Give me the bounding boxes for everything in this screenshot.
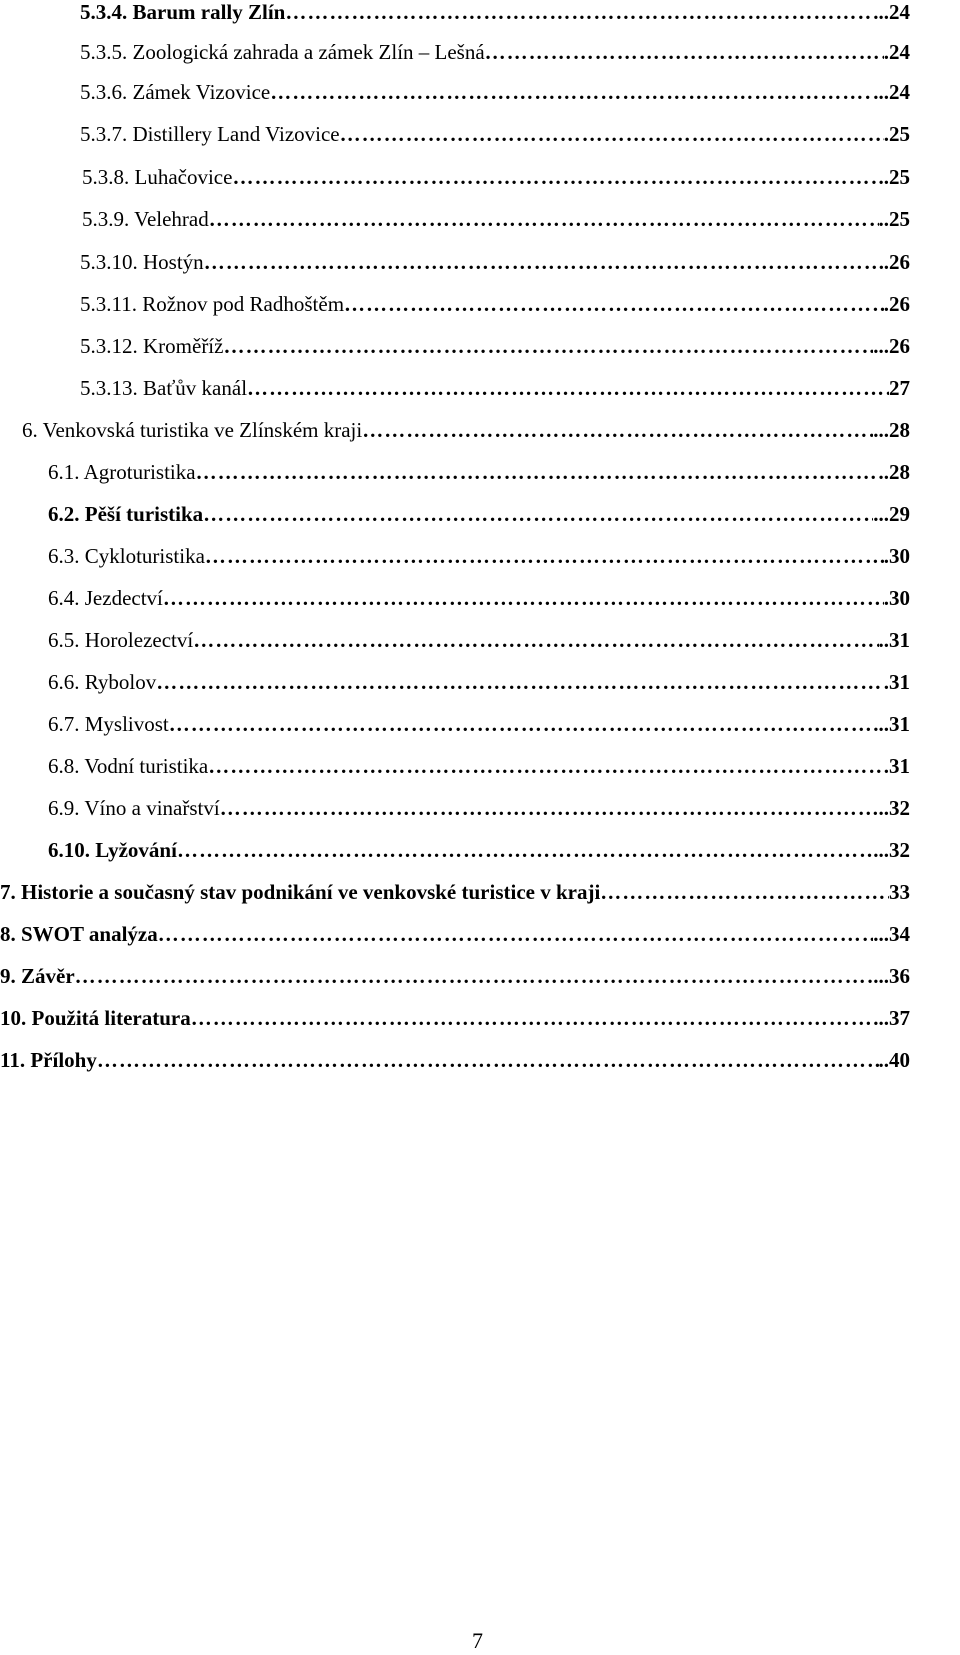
toc-entry-page: 31 bbox=[889, 712, 910, 736]
toc-entry-trail: . bbox=[883, 40, 889, 64]
toc-entry-page: 29 bbox=[889, 502, 910, 526]
toc-entry-page: 33 bbox=[889, 880, 910, 904]
toc-entry-page: 31 bbox=[889, 670, 910, 694]
toc-entry-trail: .. bbox=[878, 1048, 889, 1072]
toc-entry[interactable] bbox=[48, 460, 910, 500]
toc-entry-page: 24 bbox=[889, 0, 910, 24]
toc-entry-page: 24 bbox=[889, 40, 910, 64]
toc-entry-leader bbox=[600, 880, 889, 905]
toc-entry-leader bbox=[247, 376, 889, 401]
toc-entry[interactable] bbox=[48, 796, 910, 836]
toc-entry[interactable] bbox=[48, 502, 910, 542]
toc-entry-title: 5.3.9. Velehrad bbox=[82, 207, 209, 231]
toc-entry[interactable] bbox=[0, 1048, 910, 1088]
toc-entry[interactable] bbox=[48, 586, 910, 626]
toc-entry-leader bbox=[97, 1048, 879, 1073]
toc-entry-title: 6.6. Rybolov bbox=[48, 670, 157, 694]
toc-entry-trail: ... bbox=[873, 922, 889, 946]
toc-entry-leader bbox=[203, 502, 873, 527]
toc-entry-title: 5.3.12. Kroměříž bbox=[80, 334, 224, 358]
toc-entry-page: 36 bbox=[889, 964, 910, 988]
toc-entry-leader bbox=[340, 122, 884, 147]
toc-entry-leader bbox=[158, 922, 874, 947]
toc-entry-page: 25 bbox=[889, 122, 910, 146]
toc-entry[interactable] bbox=[48, 544, 910, 584]
toc-entry-page: 32 bbox=[889, 838, 910, 862]
toc-entry-trail: ... bbox=[873, 1006, 889, 1030]
toc-entry-title: 6. Venkovská turistika ve Zlínském kraji bbox=[22, 418, 363, 442]
toc-entry[interactable] bbox=[0, 922, 910, 962]
toc-entry-page: 40 bbox=[889, 1048, 910, 1072]
toc-entry-page: 32 bbox=[889, 796, 910, 820]
toc-entry-trail: . bbox=[883, 544, 889, 568]
toc-entry[interactable] bbox=[80, 122, 910, 162]
toc-entry[interactable] bbox=[80, 40, 910, 80]
toc-entry[interactable] bbox=[48, 670, 910, 710]
toc-entry-title: 6.3. Cykloturistika bbox=[48, 544, 205, 568]
toc-entry[interactable] bbox=[22, 418, 910, 458]
toc-entry[interactable] bbox=[82, 207, 910, 247]
toc-entry[interactable] bbox=[80, 292, 910, 332]
toc-entry-trail: .. bbox=[878, 796, 889, 820]
toc-entry-leader bbox=[204, 250, 884, 275]
toc-entry-title: 6.1. Agroturistika bbox=[48, 460, 196, 484]
toc-entry-title: 5.3.13. Baťův kanál bbox=[80, 376, 248, 400]
toc-entry-title: 8. SWOT analýza bbox=[0, 922, 158, 946]
toc-entry-page: 26 bbox=[889, 334, 910, 358]
toc-entry-title: 6.10. Lyžování bbox=[48, 838, 177, 862]
toc-entry-page: 25 bbox=[889, 165, 910, 189]
toc-entry-leader bbox=[163, 586, 884, 611]
toc-entry-title: 7. Historie a současný stav podnikání ve venkovské turistice v kraji bbox=[0, 880, 601, 904]
toc-entry-title: 6.2. Pěší turistika bbox=[48, 502, 204, 526]
toc-entry[interactable] bbox=[0, 880, 910, 920]
toc-entry-page: 26 bbox=[889, 292, 910, 316]
toc-entry-page: 37 bbox=[889, 1006, 910, 1030]
toc-entry-leader bbox=[196, 460, 884, 485]
toc-entry-leader bbox=[75, 964, 874, 989]
toc-entry-trail: . bbox=[883, 122, 889, 146]
toc-entry-title: 5.3.8. Luhačovice bbox=[82, 165, 233, 189]
toc-entry[interactable] bbox=[82, 165, 910, 205]
toc-entry-leader bbox=[209, 207, 879, 232]
toc-entry-leader bbox=[223, 334, 873, 359]
toc-entry-page: 31 bbox=[889, 628, 910, 652]
toc-entry-trail: .. bbox=[878, 207, 889, 231]
toc-entry-trail: ... bbox=[873, 502, 889, 526]
toc-entry-page: 28 bbox=[889, 418, 910, 442]
toc-entry-page: 27 bbox=[889, 376, 910, 400]
toc-entry-leader bbox=[270, 80, 873, 105]
toc-entry-leader bbox=[193, 628, 878, 653]
page-number: 7 bbox=[472, 1628, 483, 1653]
toc-entry-trail: . bbox=[883, 292, 889, 316]
toc-entry-trail: ... bbox=[873, 334, 889, 358]
toc-entry-leader bbox=[191, 1006, 874, 1031]
toc-entry-page: 25 bbox=[889, 207, 910, 231]
toc-entry-trail: ... bbox=[873, 80, 889, 104]
toc-entry-leader bbox=[362, 418, 873, 443]
toc-entry-page: 31 bbox=[889, 754, 910, 778]
toc-entry[interactable] bbox=[48, 712, 910, 752]
toc-entry-title: 6.5. Horolezectví bbox=[48, 628, 194, 652]
toc-entry[interactable] bbox=[0, 964, 910, 1004]
toc-entry-trail: ... bbox=[873, 838, 889, 862]
toc-entry-leader bbox=[205, 544, 884, 569]
toc-entry-page: 24 bbox=[889, 80, 910, 104]
toc-entry-title: 6.7. Myslivost bbox=[48, 712, 169, 736]
toc-entry[interactable] bbox=[80, 334, 910, 374]
toc-entry-title: 5.3.11. Rožnov pod Radhoštěm bbox=[80, 292, 345, 316]
toc-entry-leader bbox=[177, 838, 873, 863]
toc-entry-title: 5.3.4. Barum rally Zlín bbox=[80, 0, 286, 24]
toc-entry-page: 28 bbox=[889, 460, 910, 484]
toc-entry-leader bbox=[156, 670, 883, 695]
toc-entry-title: 5.3.5. Zoologická zahrada a zámek Zlín – Lešná bbox=[80, 40, 485, 64]
toc-entry-leader bbox=[285, 0, 873, 25]
toc-entry[interactable] bbox=[48, 838, 910, 878]
toc-entry-title: 5.3.10. Hostýn bbox=[80, 250, 204, 274]
toc-entry-title: 5.3.7. Distillery Land Vizovice bbox=[80, 122, 340, 146]
toc-entry-trail: . bbox=[883, 670, 889, 694]
toc-entry-title: 5.3.6. Zámek Vizovice bbox=[80, 80, 271, 104]
toc-entry-title: 11. Přílohy bbox=[0, 1048, 97, 1072]
toc-entry-trail: . bbox=[883, 754, 889, 778]
toc-entry-trail: . bbox=[883, 586, 889, 610]
toc-entry-trail: ... bbox=[873, 712, 889, 736]
toc-entry-trail: ... bbox=[873, 964, 889, 988]
toc-entry-trail: .. bbox=[878, 165, 889, 189]
toc-entry-title: 6.9. Víno a vinařství bbox=[48, 796, 220, 820]
toc-entry-leader bbox=[232, 165, 878, 190]
toc-entry-page: 30 bbox=[889, 586, 910, 610]
toc-entry[interactable] bbox=[80, 80, 910, 120]
toc-entry[interactable] bbox=[80, 250, 910, 290]
toc-entry[interactable] bbox=[80, 0, 910, 40]
toc-entry-title: 6.4. Jezdectví bbox=[48, 586, 163, 610]
toc-entry-leader bbox=[220, 796, 879, 821]
toc-entry[interactable] bbox=[48, 628, 910, 668]
toc-entry-trail: ... bbox=[873, 418, 889, 442]
toc-entry-leader bbox=[344, 292, 884, 317]
toc-entry-title: 10. Použitá literatura bbox=[0, 1006, 191, 1030]
toc-entry[interactable] bbox=[48, 754, 910, 794]
toc-entry-title: 6.8. Vodní turistika bbox=[48, 754, 209, 778]
toc-entry-title: 9. Závěr bbox=[0, 964, 75, 988]
toc-entry-leader bbox=[208, 754, 884, 779]
toc-entry-page: 26 bbox=[889, 250, 910, 274]
toc-entry[interactable] bbox=[80, 376, 910, 416]
toc-entry-leader bbox=[169, 712, 873, 737]
toc-entry-page: 30 bbox=[889, 544, 910, 568]
toc-entry-trail: .. bbox=[878, 628, 889, 652]
toc-entry[interactable] bbox=[0, 1006, 910, 1046]
toc-entry-trail: . bbox=[883, 250, 889, 274]
toc-entry-trail: ... bbox=[873, 0, 889, 24]
toc-entry-leader bbox=[485, 40, 884, 65]
toc-entry-page: 34 bbox=[889, 922, 910, 946]
toc-entry-trail: . bbox=[883, 460, 889, 484]
